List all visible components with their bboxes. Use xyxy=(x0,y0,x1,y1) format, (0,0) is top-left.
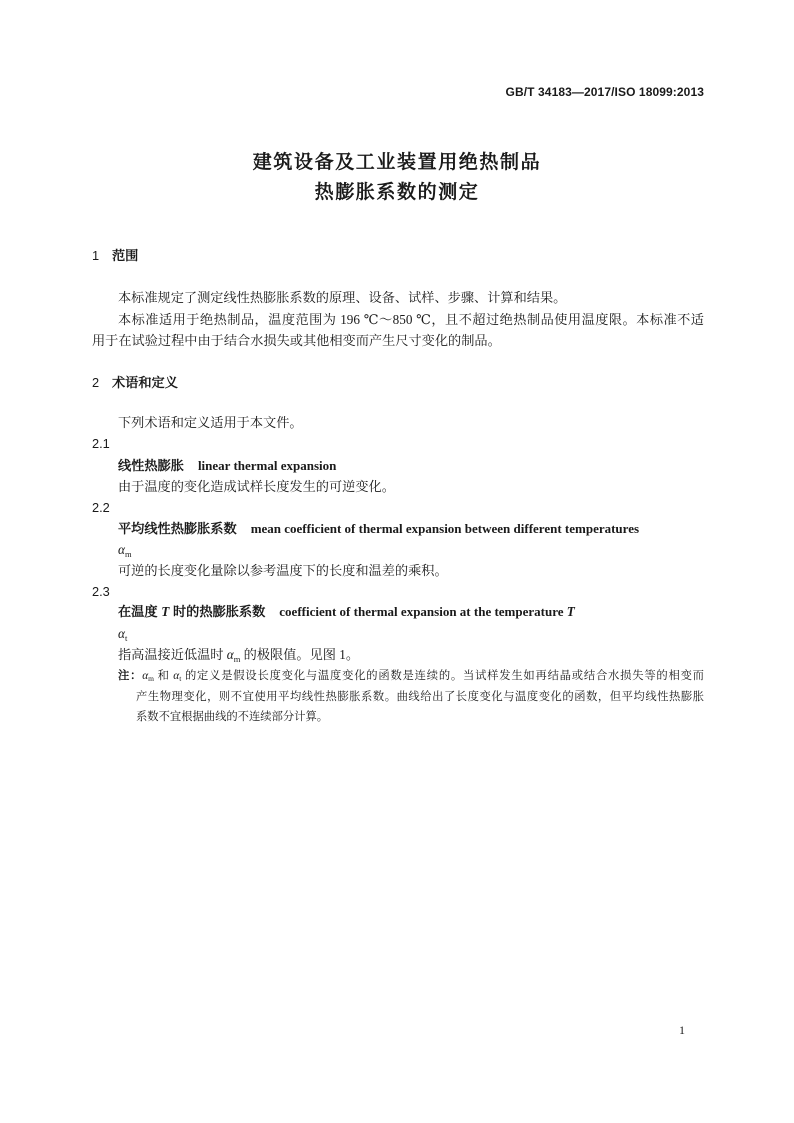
scope-text-line-1: 本标准规定了测定线性热膨胀系数的原理、设备、试样、步骤、计算和结果。 xyxy=(118,290,567,305)
note-text-and: 和 xyxy=(153,670,174,682)
alpha-symbol: α xyxy=(226,647,234,662)
term-2-3-en: coefficient of thermal expansion at the temperature xyxy=(279,604,567,619)
symbol-subscript: t xyxy=(179,674,182,683)
definition-text-after: 的极限值。见图 1。 xyxy=(240,647,360,662)
term-2-2-symbol xyxy=(118,541,132,559)
term-2-2-en: mean coefficient of thermal expansion between different temperatures xyxy=(250,521,640,536)
symbol-subscript: m xyxy=(124,549,132,559)
term-2-2-number: 2.2 xyxy=(92,500,110,515)
term-2-3-symbol xyxy=(118,625,127,643)
section-2-number: 2 xyxy=(92,375,100,390)
term-2-2-title xyxy=(118,520,639,538)
term-2-1-number: 2.1 xyxy=(92,436,110,451)
note-line-2: 产生物理变化，则不宜使用平均线性热膨胀系数。曲线给出了长度变化与温度变化的函数，但平均线性热膨胀 xyxy=(136,691,704,703)
note-line-3: 系数不宜根据曲线的不连续部分计算。 xyxy=(136,711,329,723)
definition-text-before: 指高温接近低温时 xyxy=(118,647,227,662)
note-text: 的定义是假设长度变化与温度变化的函数是连续的。当试样发生如再结晶或结合水损失等的相变而 xyxy=(181,670,704,682)
scope-text-line-2: 本标准适用于绝热制品，温度范围为 196 ℃～850 ℃，且不超过绝热制品使用温度限。本标准不适 xyxy=(118,312,704,327)
term-2-3-number: 2.3 xyxy=(92,584,110,599)
document-title-line-2: 热膨胀系数的测定 xyxy=(314,182,480,203)
term-2-3-zh-variable: T xyxy=(161,604,170,619)
term-2-3-en-variable: T xyxy=(566,604,575,619)
section-2-heading: 术语和定义 xyxy=(112,375,178,390)
term-2-3-title xyxy=(118,603,575,621)
terms-intro: 下列术语和定义适用于本文件。 xyxy=(118,415,303,430)
section-1-number: 1 xyxy=(92,248,100,263)
term-2-1-definition: 由于温度的变化造成试样长度发生的可逆变化。 xyxy=(118,479,395,494)
term-2-1-zh: 线性热膨胀 xyxy=(118,458,184,473)
symbol-subscript: t xyxy=(124,633,128,643)
standard-number-header: GB/T 34183—2017/ISO 18099:2013 xyxy=(505,85,704,99)
term-2-1-en: linear thermal expansion xyxy=(197,458,337,473)
alpha-symbol: α xyxy=(142,670,149,682)
section-1-heading: 范围 xyxy=(112,248,139,263)
symbol-subscript: m xyxy=(148,674,154,683)
page-number: 1 xyxy=(679,1023,685,1037)
document-title-line-1: 建筑设备及工业装置用绝热制品 xyxy=(252,152,542,173)
symbol-subscript: m xyxy=(233,654,241,664)
alpha-symbol: α xyxy=(118,626,125,641)
scope-text-line-3: 用于在试验过程中由于结合水损失或其他相变而产生尺寸变化的制品。 xyxy=(92,333,501,348)
note-line-1 xyxy=(118,667,704,685)
note-label: 注： xyxy=(118,670,143,682)
term-2-3-zh-before: 在温度 xyxy=(118,604,162,619)
alpha-symbol: α xyxy=(118,542,125,557)
term-2-2-definition: 可逆的长度变化量除以参考温度下的长度和温差的乘积。 xyxy=(118,563,448,578)
term-2-3-zh-after: 时的热膨胀系数 xyxy=(169,604,266,619)
term-2-3-definition xyxy=(118,646,359,664)
term-2-2-zh: 平均线性热膨胀系数 xyxy=(118,521,237,536)
term-2-1-title xyxy=(118,457,336,475)
alpha-symbol: α xyxy=(173,670,180,682)
